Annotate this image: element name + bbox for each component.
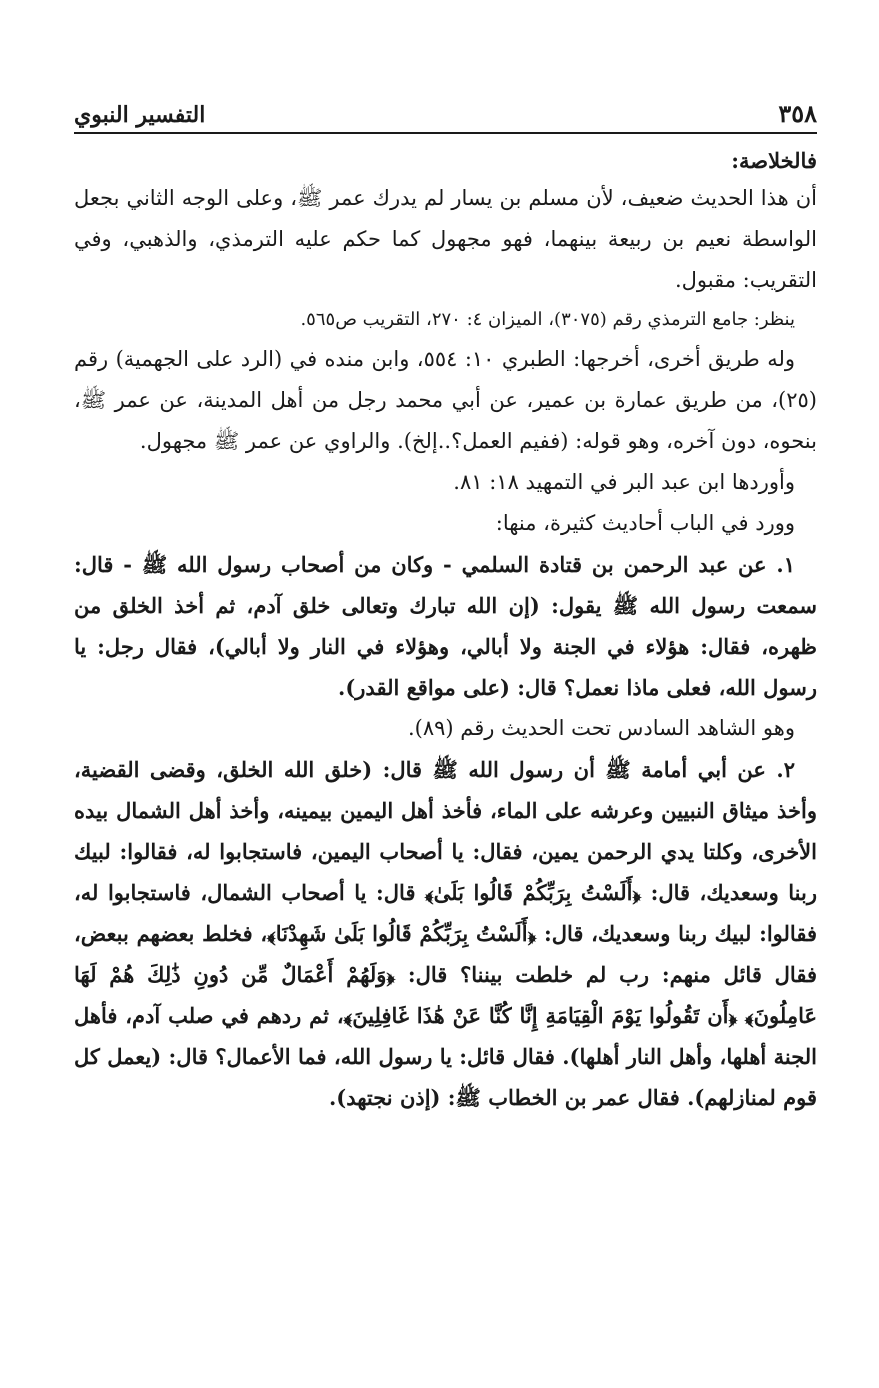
reference-note: ينظر: جامع الترمذي رقم (٣٠٧٥)، الميزان ٤: ٢٧٠، التقريب ص٥٦٥.	[300, 309, 795, 330]
hadith-two: ٢. عن أبي أمامة ﷺ أن رسول الله ﷺ قال: (خلق الله الخلق، وقضى القضية، وأخذ ميثاق النبيين وعرشه على الماء، فأخذ أهل اليمين بيمينه، وأخذ أهل الشمال بيده الأخرى، وكلتا يدي الرحمن يمين، فقال: يا أصحاب اليمين، فاستجابوا له، فقالوا: لبيك ربنا وسعديك، قال: ﴿أَلَسْتُ بِرَبِّكُمْ قَالُوا بَلَىٰ﴾ قال: يا أصحاب الشمال، فاستجابوا له، فقالوا: لبيك ربنا وسعديك، قال: ﴿أَلَسْتُ بِرَبِّكُمْ قَالُوا بَلَىٰ شَهِدْنَا﴾، فخلط بعضهم ببعض، فقال قائل منهم: رب لم خلطت بيننا؟ قال: ﴿وَلَهُمْ أَعْمَالٌ مِّن دُونِ ذَٰلِكَ هُمْ لَهَا عَامِلُونَ﴾ ﴿أَن تَقُولُوا يَوْمَ الْقِيَامَةِ إِنَّا كُنَّا عَنْ هَٰذَا غَافِلِينَ﴾، ثم ردهم في صلب آدم، فأهل الجنة أهلها، وأهل النار أهلها). فقال قائل: يا رسول الله، فما الأعمال؟ قال: (يعمل كل قوم لمنازلهم). فقال عمر بن الخطاب ﷺ: (إذن نجتهد).	[74, 757, 817, 1110]
summary-paragraph: أن هذا الحديث ضعيف، لأن مسلم بن يسار لم يدرك عمر ﷺ، وعلى الوجه الثاني بجعل الواسطة نعيم بن ربيعة بينهما، فهو مجهول كما حكم عليه الترمذي، والذهبي، وفي التقريب: مقبول.	[74, 186, 817, 292]
summary-heading: فالخلاصة:	[731, 148, 817, 173]
book-title: التفسير النبوي	[74, 102, 206, 128]
hadith-one-note: وهو الشاهد السادس تحت الحديث رقم (٨٩).	[407, 716, 795, 740]
page-number: ٣٥٨	[778, 99, 817, 128]
other-route-paragraph: وله طريق أخرى، أخرجها: الطبري ١٠: ٥٥٤، وابن منده في (الرد على الجهمية) رقم (٢٥)، من طريق عمارة بن عمير، عن أبي محمد رجل من أهل المدينة، عن عمر ﷺ، بنحوه، دون آخره، وهو قوله: (ففيم العمل؟..إلخ). والراوي عن عمر ﷺ مجهول.	[74, 347, 817, 453]
hadith-one: ١. عن عبد الرحمن بن قتادة السلمي - وكان من أصحاب رسول الله ﷺ - قال: سمعت رسول الله ﷺ يقول: (إن الله تبارك وتعالى خلق آدم، ثم أخذ الخلق من ظهره، فقال: هؤلاء في الجنة ولا أبالي، وهؤلاء في النار ولا أبالي)، فقال رجل: يا رسول الله، فعلى ماذا نعمل؟ قال: (على مواقع القدر).	[74, 552, 817, 700]
page-content	[74, 148, 817, 1118]
related-hadith-intro: وورد في الباب أحاديث كثيرة، منها:	[495, 511, 795, 535]
ibn-abd-albarr-note: وأوردها ابن عبد البر في التمهيد ١٨: ٨١.	[453, 470, 795, 494]
page-header	[74, 98, 817, 134]
